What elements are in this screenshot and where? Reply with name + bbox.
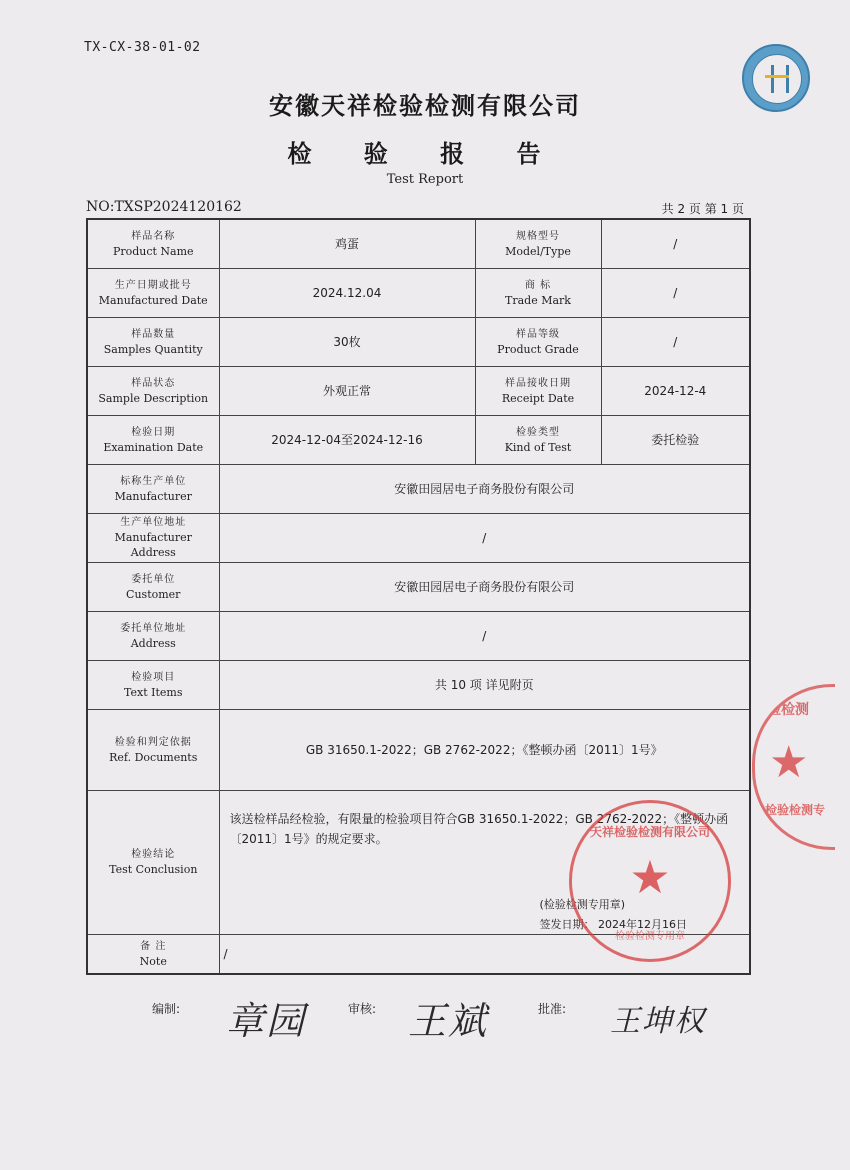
- value-manufactured-date: 2024.12.04: [219, 268, 475, 317]
- table-row: [87, 366, 750, 415]
- compiled-by-signature: 章园: [226, 999, 307, 1043]
- label-product-grade: 样品等级 Product Grade: [475, 317, 601, 366]
- conclusion-text: 该送检样品经检验，有限量的检验项目符合GB 31650.1-2022；GB 2762-2022；《整顿办函〔2011〕1号》的规定要求。: [229, 811, 729, 846]
- edge-stamp-text-top: 验检测: [767, 702, 809, 718]
- reviewed-by-signature: 王斌: [408, 999, 489, 1043]
- table-row: [87, 268, 750, 317]
- value-sample-description: 外观正常: [219, 366, 475, 415]
- stamp-text: 天祥检验检测有限公司: [589, 825, 710, 839]
- value-ref-documents: GB 31650.1-2022；GB 2762-2022；《整顿办函〔2011〕1号》: [219, 709, 750, 790]
- edge-seal-stamp: [752, 684, 835, 850]
- approved-by-label: 批准:: [538, 1002, 567, 1016]
- value-note: /: [219, 934, 750, 974]
- company-name: 安徽天祥检验检测有限公司: [269, 92, 581, 120]
- value-customer: 安徽田园居电子商务股份有限公司: [219, 562, 750, 611]
- table-row: [87, 219, 750, 268]
- value-manufacturer-address: /: [219, 513, 750, 562]
- table-row: [87, 415, 750, 464]
- label-sample-description: 样品状态 Sample Description: [87, 366, 219, 415]
- label-note: 备 注 Note: [87, 934, 219, 974]
- label-manufactured-date: 生产日期或批号 Manufactured Date: [87, 268, 219, 317]
- report-title-cn: 检 验 报 告: [287, 140, 563, 168]
- report-number: NO:TXSP2024120162: [86, 199, 242, 215]
- seal-note: (检验检测专用章): [539, 897, 626, 911]
- star-icon: ★: [629, 850, 671, 904]
- value-test-items: 共 10 项 详见附页: [219, 660, 750, 709]
- label-customer-address: 委托单位地址 Address: [87, 611, 219, 660]
- value-manufacturer: 安徽田园居电子商务股份有限公司: [219, 464, 750, 513]
- page-info: 共 2 页 第 1 页: [661, 202, 744, 216]
- sign-date: 签发日期： 2024年12月16日: [539, 917, 687, 931]
- label-product-name: 样品名称 Product Name: [87, 219, 219, 268]
- stamp-sub-text: 检验检测专用章: [615, 931, 685, 942]
- table-row: [87, 709, 750, 790]
- edge-stamp-text-bottom: 检验检测专: [765, 803, 826, 817]
- report-title-en: Test Report: [386, 172, 464, 187]
- value-receipt-date: 2024-12-4: [601, 366, 750, 415]
- label-samples-quantity: 样品数量 Samples Quantity: [87, 317, 219, 366]
- label-manufacturer: 标称生产单位 Manufacturer: [87, 464, 219, 513]
- label-examination-date: 检验日期 Examination Date: [87, 415, 219, 464]
- value-kind-of-test: 委托检验: [601, 415, 750, 464]
- table-row: [87, 562, 750, 611]
- label-customer: 委托单位 Customer: [87, 562, 219, 611]
- reviewed-by-label: 审核:: [348, 1002, 377, 1016]
- compiled-by-label: 编制:: [152, 1002, 181, 1016]
- value-customer-address: /: [219, 611, 750, 660]
- value-product-name: 鸡蛋: [219, 219, 475, 268]
- label-ref-documents: 检验和判定依据 Ref. Documents: [87, 709, 219, 790]
- table-row: [87, 464, 750, 513]
- table-row: [87, 513, 750, 562]
- label-manufacturer-address: 生产单位地址 Manufacturer Address: [87, 513, 219, 562]
- label-trade-mark: 商 标 Trade Mark: [475, 268, 601, 317]
- value-trade-mark: /: [601, 268, 750, 317]
- label-model-type: 规格型号 Model/Type: [475, 219, 601, 268]
- label-test-conclusion: 检验结论 Test Conclusion: [87, 790, 219, 934]
- approved-by-signature: 王坤权: [610, 1004, 706, 1039]
- label-test-items: 检验项目 Text Items: [87, 660, 219, 709]
- table-row: [87, 611, 750, 660]
- table-row: [87, 317, 750, 366]
- value-examination-date: 2024-12-04至2024-12-16: [219, 415, 475, 464]
- table-row: [87, 660, 750, 709]
- star-icon: ★: [769, 737, 809, 788]
- value-model-type: /: [601, 219, 750, 268]
- value-samples-quantity: 30枚: [219, 317, 475, 366]
- value-product-grade: /: [601, 317, 750, 366]
- label-kind-of-test: 检验类型 Kind of Test: [475, 415, 601, 464]
- label-receipt-date: 样品接收日期 Receipt Date: [475, 366, 601, 415]
- official-seal-stamp: [569, 800, 731, 962]
- document-code: TX-CX-38-01-02: [84, 40, 201, 55]
